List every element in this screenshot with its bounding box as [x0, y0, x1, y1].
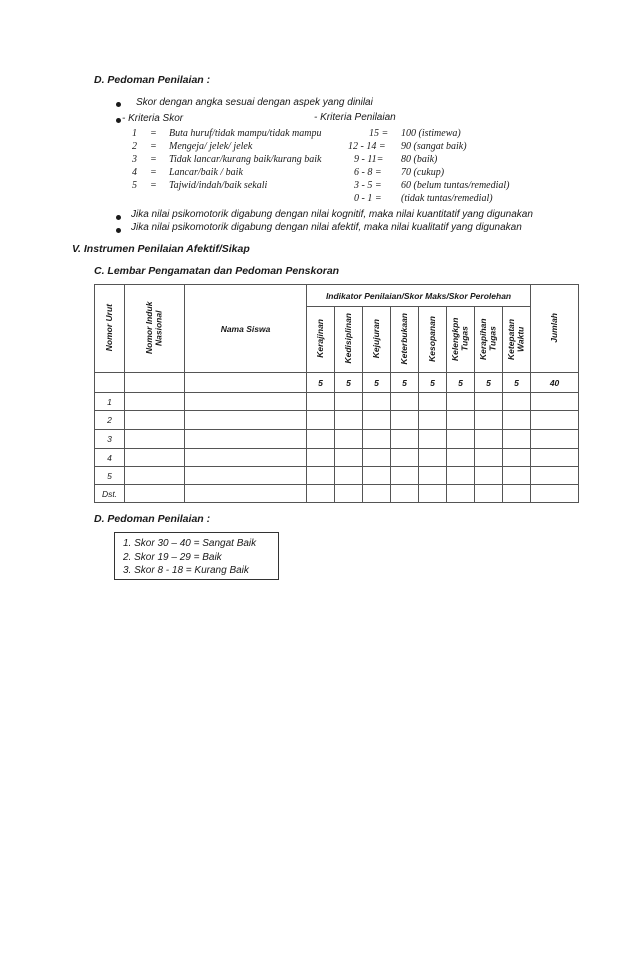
criteria-range: 12 - 14 = — [348, 141, 386, 152]
criteria-eq: = — [150, 141, 157, 152]
header-nama-siswa: Nama Siswa — [185, 285, 307, 373]
criteria-desc: Tidak lancar/kurang baik/kurang baik — [169, 154, 322, 165]
header-nomor-induk: Nomor Induk Nasional — [125, 285, 185, 373]
header-indicator: Kesopanan — [419, 307, 447, 373]
table-row — [95, 467, 579, 485]
criteria-row — [0, 141, 467, 154]
header-jumlah: Jumlah — [531, 285, 579, 373]
row-number: 5 — [95, 467, 125, 485]
header-indicator: Kedisiplinan — [335, 307, 363, 373]
criteria-no: 4 — [132, 167, 137, 178]
criteria-row — [0, 180, 510, 193]
criteria-no: 5 — [132, 180, 137, 191]
max-total-cell: 40 — [531, 373, 579, 393]
criteria-eq: = — [150, 167, 157, 178]
kriteria-penilaian-label: - Kriteria Penilaian — [314, 112, 396, 123]
table-row — [95, 430, 579, 449]
bullet-dot — [116, 118, 121, 123]
criteria-grade: 70 (cukup) — [401, 167, 445, 178]
row-number: 1 — [95, 393, 125, 411]
scoring-guide-item: 3. Skor 8 - 18 = Kurang Baik — [123, 565, 249, 576]
row-number: 2 — [95, 411, 125, 430]
criteria-rows — [0, 128, 638, 208]
max-score-cell: 5 — [335, 373, 363, 393]
criteria-eq: = — [150, 180, 157, 191]
scoring-guide-box — [114, 532, 279, 580]
criteria-grade: 90 (sangat baik) — [401, 141, 467, 152]
criteria-desc: Lancar/baik / baik — [169, 167, 243, 178]
criteria-desc: Mengeja/ jelek/ jelek — [169, 141, 253, 152]
scoring-guide-item: 2. Skor 19 – 29 = Baik — [123, 551, 222, 563]
criteria-grade: 100 (istimewa) — [401, 128, 461, 139]
criteria-row — [0, 128, 460, 141]
criteria-no: 1 — [132, 128, 137, 139]
criteria-eq: = — [150, 128, 157, 139]
criteria-range: 15 = — [369, 128, 389, 139]
max-score-cell: 5 — [447, 373, 475, 393]
criteria-eq: = — [150, 154, 157, 165]
row-number: 3 — [95, 430, 125, 449]
bullet-kognitif-text: Jika nilai psikomotorik digabung dengan nilai kognitif, maka nilai kuantitatif yang digunakan — [131, 209, 533, 220]
header-indikator: Indikator Penilaian/Skor Maks/Skor Perolehan — [307, 285, 531, 307]
header-indicator: Kejujuran — [363, 307, 391, 373]
header-indicator: Kerapihan Tugas — [475, 307, 503, 373]
criteria-range: 0 - 1 = — [354, 193, 382, 204]
max-score-cell: 5 — [307, 373, 335, 393]
section-d-title: D. Pedoman Penilaian : — [94, 74, 211, 86]
table-cell — [125, 373, 185, 393]
criteria-grade: 80 (baik) — [401, 154, 438, 165]
criteria-no: 2 — [132, 141, 137, 152]
row-number: Dst. — [95, 485, 125, 503]
bullet-skor-text: Skor dengan angka sesuai dengan aspek yang dinilai — [136, 97, 373, 108]
table-cell — [185, 373, 307, 393]
table-row — [95, 485, 579, 503]
criteria-row — [0, 193, 493, 206]
table-cell — [95, 373, 125, 393]
section-v-title: V. Instrumen Penilaian Afektif/Sikap — [72, 243, 250, 255]
max-score-cell: 5 — [503, 373, 531, 393]
max-score-row — [95, 373, 579, 393]
assessment-table — [94, 284, 579, 503]
criteria-row — [0, 167, 460, 180]
section-c-title: C. Lembar Pengamatan dan Pedoman Penskoran — [94, 265, 340, 277]
section-d2-title: D. Pedoman Penilaian : — [94, 513, 211, 525]
header-indicator: Kerajinan — [307, 307, 335, 373]
criteria-range: 3 - 5 = — [354, 180, 382, 191]
bullet-afektif-text: Jika nilai psikomotorik digabung dengan nilai afektif, maka nilai kualitatif yang digunakan — [131, 222, 522, 233]
criteria-range: 9 - 11= — [354, 154, 384, 165]
header-indicator: Kelengkpn Tugas — [447, 307, 475, 373]
row-number: 4 — [95, 449, 125, 467]
bullet-dot — [116, 215, 121, 220]
table-row — [95, 449, 579, 467]
criteria-no: 3 — [132, 154, 137, 165]
table-row — [95, 411, 579, 430]
criteria-grade: 60 (belum tuntas/remedial) — [401, 180, 510, 191]
criteria-desc: Buta huruf/tidak mampu/tidak mampu — [169, 128, 322, 139]
max-score-cell: 5 — [475, 373, 503, 393]
criteria-row — [0, 154, 460, 167]
kriteria-skor-label: - Kriteria Skor — [122, 113, 184, 124]
bullet-dot — [116, 228, 121, 233]
header-indicator: Ketepatan Waktu — [503, 307, 531, 373]
header-indicator: Keterbukaan — [391, 307, 419, 373]
max-score-cell: 5 — [363, 373, 391, 393]
scoring-guide-item: 1. Skor 30 – 40 = Sangat Baik — [123, 538, 257, 549]
bullet-dot — [116, 102, 121, 107]
max-score-cell: 5 — [419, 373, 447, 393]
header-nomor-urut: Nomor Urut — [95, 285, 125, 373]
criteria-desc: Tajwid/indah/baik sekali — [169, 180, 268, 191]
criteria-grade: (tidak tuntas/remedial) — [401, 193, 493, 204]
criteria-range: 6 - 8 = — [354, 167, 382, 178]
max-score-cell: 5 — [391, 373, 419, 393]
table-row — [95, 393, 579, 411]
